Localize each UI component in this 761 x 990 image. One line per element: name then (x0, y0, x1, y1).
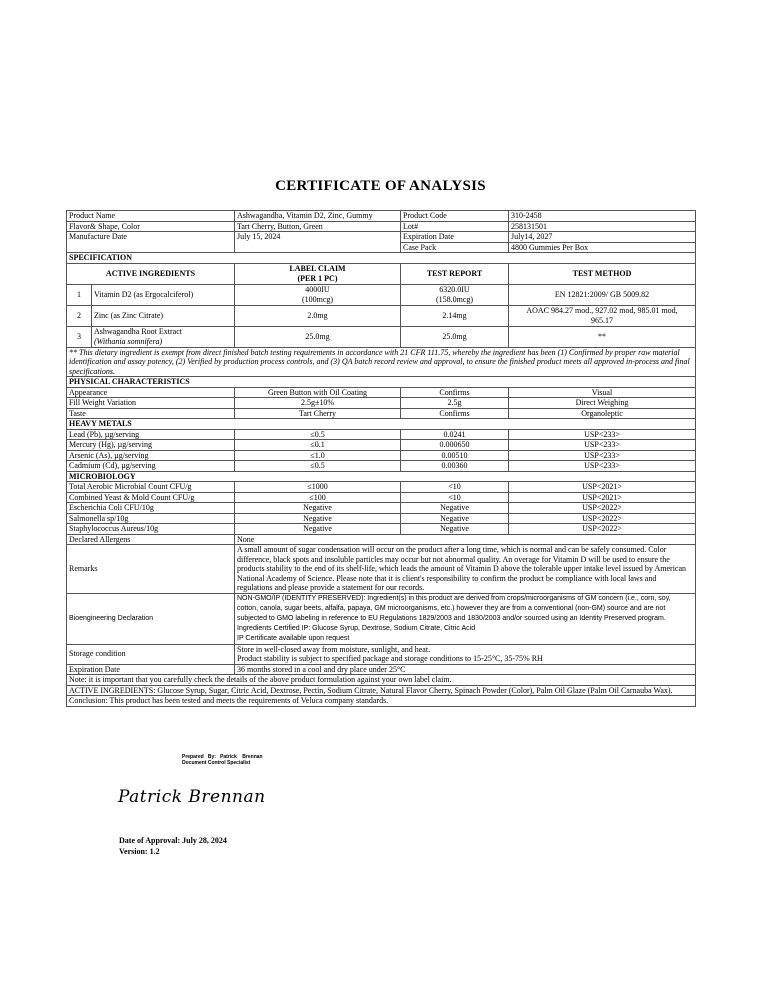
footer-note-row: Note: it is important that you carefully check the details of the above product formulation against your own label claim. (67, 675, 696, 686)
spec-row-2: 2 Zinc (as Zinc Citrate) 2.0mg 2.14mg AOAC 984.27 mod., 927.02 mod, 985.01 mod, 965.17 (67, 305, 696, 326)
prepared-by (182, 753, 263, 768)
metal-row: Arsenic (As), µg/serving ≤1.0 0.00510 USP<233> (67, 450, 696, 461)
lot-label: Lot# (401, 221, 509, 232)
micro-row: Staphylococcus Aureus/10g Negative Negative USP<2022> (67, 524, 696, 535)
micro-row: Total Aerobic Microbial Count CFU/g ≤1000 <10 USP<2021> (67, 482, 696, 493)
flavor: Tart Cherry, Button, Green (235, 221, 401, 232)
physical-row: Appearance Green Button with Oil Coating Confirms Visual (67, 387, 696, 398)
pack: 4800 Gummies Per Box (509, 242, 696, 253)
metal-row: Mercury (Hg), µg/serving ≤0.1 0.000650 USP<233> (67, 440, 696, 451)
physical-row: Fill Weight Variation 2.5g±10% 2.5g Direct Weighing (67, 398, 696, 409)
document-title: CERTIFICATE OF ANALYSIS (275, 178, 486, 194)
product-row-2 (67, 221, 696, 232)
product-row-3 (67, 232, 696, 243)
col-test-method: TEST METHOD (509, 263, 696, 284)
spec-note-row: ** This dietary ingredient is exempt from direct finished batch testing requirements in accordance with 21 CFR 111.75, whereby the ingredient has been (1) Confirmed by proper raw material identification and assay potency, (2) Verified by production process controls, and (3) QA batch record review and approval, to ensure the finished product meets all approved in-process and final specifications. (67, 347, 696, 377)
product-row-1 (67, 211, 696, 222)
product-code-label: Product Code (401, 211, 509, 222)
expiration-row: Expiration Date 36 months stored in a cool and dry place under 25°C (67, 664, 696, 675)
physical-row: Taste Tart Cherry Confirms Organoleptic (67, 408, 696, 419)
bioengineering-row: Bioengineering Declaration NON-GMO/IP (IDENTITY PRESERVED): Ingredient(s) in this product are derived from crops/microorganisms of GM concern (i.e., corn, soy, cotton, canola, sugar beets, alfalfa, papaya, GM microorganisms, etc.) however they are from a conventional (non-GM) source and are not subjected to GMO labeling in reference to EU Regulations 1829/2003 and 1830/2003 and/or sourced using an Identity Preserved program. Ingredients Certified IP: Glucose Syrup, Dextrose, Sodium Citrate, Citric Acid IP Certificate available upon request (67, 593, 696, 644)
remarks-row: Remarks A small amount of sugar condensation will occur on the product after a long time, which is normal and can be safely consumed. Color difference, black spots and insoluble particles may occur but not abnormal quality. An overage for Vitamin D will be used to ensure the products stability to the end of its shelf-life, which leads the amount of Vitamin D above the tolerable upper intake level issued by American National Academy of Science. Please note that it is client's responsibility to confirm the product be compliance with local laws and regulations and please provide a statement for our records. (67, 545, 696, 594)
micro-row: Combined Yeast & Mold Count CFU/g ≤100 <10 USP<2021> (67, 492, 696, 503)
col-active-ingredients: ACTIVE INGREDIENTS (67, 263, 235, 284)
lot: 258131501 (509, 221, 696, 232)
spec-row-3: 3 Ashwagandha Root Extract (Withania somnifera) 25.0mg 25.0mg ** (67, 326, 696, 347)
conclusion-row: Conclusion: This product has been tested and meets the requirements of Veluca company standards. (67, 696, 696, 707)
col-test-report: TEST REPORT (401, 263, 509, 284)
spec-row-1: 1 Vitamin D2 (as Ergocalciferol) 4000IU (100mcg) 6320.0IU (158.0mcg) EN 12821:2009/ GB 5009.82 (67, 284, 696, 305)
metal-row: Lead (Pb), µg/serving ≤0.5 0.0241 USP<233> (67, 429, 696, 440)
exp-label: Expiration Date (401, 232, 509, 243)
product-name: Ashwagandha, Vitamin D2, Zinc, Gummy (235, 211, 401, 222)
pack-label: Case Pack (401, 242, 509, 253)
section-specification: SPECIFICATION (67, 253, 696, 264)
active-ingredients-row: ACTIVE INGREDIENTS: Glucose Syrup, Sugar, Citric Acid, Dextrose, Pectin, Sodium Citrate, Natural Flavor Cherry, Spinach Powder (Color), Palm Oil Glaze (Palm Oil Carnauba Wax). (67, 685, 696, 696)
flavor-label: Flavor& Shape, Color (67, 221, 235, 232)
version: Version: 1.2 (119, 847, 160, 856)
storage-row: Storage condition Store in well-closed away from moisture, sunlight, and heat. Product stability is subject to specified package and storage conditions to 15-25°C, 35-75% RH (67, 644, 696, 664)
spec-header (67, 263, 696, 284)
section-microbiology: MICROBIOLOGY (67, 471, 696, 482)
mfg: July 15, 2024 (235, 232, 401, 253)
prepared-by-line: Prepared By: Patrick Brennan (182, 754, 263, 760)
section-physical: PHYSICAL CHARACTERISTICS (67, 377, 696, 388)
product-name-label: Product Name (67, 211, 235, 222)
exp: July14, 2027 (509, 232, 696, 243)
coa-table (66, 210, 696, 707)
col-label-claim: LABEL CLAIM (PER 1 PC) (235, 263, 401, 284)
metal-row: Cadmium (Cd), µg/serving ≤0.5 0.00360 USP<233> (67, 461, 696, 472)
prepared-by-role: Document Control Specialist (182, 760, 251, 766)
approval-block (119, 835, 227, 857)
micro-row: Salmonella sp/10g Negative Negative USP<2022> (67, 513, 696, 524)
micro-row: Escherichia Coli CFU/10g Negative Negative USP<2022> (67, 503, 696, 514)
signature: Patrick Brennan (118, 787, 266, 807)
approval-date: Date of Approval: July 28, 2024 (119, 836, 227, 845)
section-heavy-metals: HEAVY METALS (67, 419, 696, 430)
mfg-label: Manufacture Date (67, 232, 235, 253)
allergens-row: Declared Allergens None (67, 534, 696, 545)
product-code: 310-2458 (509, 211, 696, 222)
